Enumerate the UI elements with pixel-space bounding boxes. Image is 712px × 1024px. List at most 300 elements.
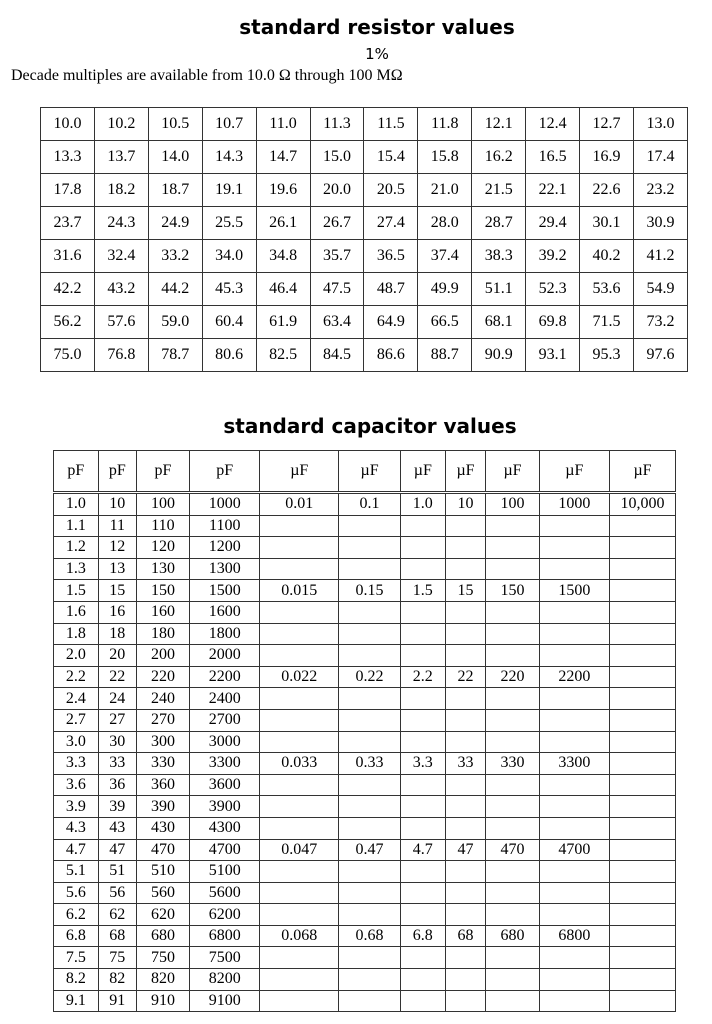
capacitor-value-cell: 4300: [190, 817, 260, 839]
resistor-row: [41, 273, 688, 306]
capacitor-value-cell: [539, 623, 609, 645]
capacitor-value-cell: 36: [98, 774, 136, 796]
resistor-value-cell: 17.8: [41, 174, 95, 207]
capacitor-value-cell: 33: [445, 753, 486, 775]
resistor-value-cell: 82.5: [256, 339, 310, 372]
resistor-value-cell: 11.8: [418, 108, 472, 141]
capacitor-value-cell: 91: [98, 990, 136, 1012]
capacitor-value-cell: 270: [136, 709, 189, 731]
capacitor-value-cell: 110: [136, 515, 189, 537]
capacitor-value-cell: 0.33: [339, 753, 401, 775]
capacitor-value-cell: [445, 688, 486, 710]
capacitor-value-cell: [260, 623, 339, 645]
capacitor-value-cell: [260, 537, 339, 559]
resistor-value-cell: 53.6: [580, 273, 634, 306]
capacitor-value-cell: 12: [98, 537, 136, 559]
resistor-value-cell: 23.7: [41, 207, 95, 240]
capacitor-unit-header: µF: [339, 451, 401, 493]
capacitor-value-cell: 2400: [190, 688, 260, 710]
capacitor-value-cell: [610, 537, 676, 559]
capacitor-value-cell: [610, 753, 676, 775]
capacitor-value-cell: 330: [136, 753, 189, 775]
capacitor-value-cell: 1.1: [54, 515, 99, 537]
capacitor-value-cell: 6.8: [400, 925, 445, 947]
capacitor-value-cell: 33: [98, 753, 136, 775]
resistor-row: [41, 108, 688, 141]
capacitor-value-cell: [260, 969, 339, 991]
capacitor-value-cell: 0.015: [260, 580, 339, 602]
resistor-value-cell: 14.0: [148, 141, 202, 174]
resistor-value-cell: 76.8: [94, 339, 148, 372]
capacitor-value-cell: [400, 537, 445, 559]
capacitor-value-cell: [610, 990, 676, 1012]
capacitor-value-cell: 10: [445, 493, 486, 516]
capacitor-value-cell: [445, 861, 486, 883]
capacitor-value-cell: 0.047: [260, 839, 339, 861]
capacitor-value-cell: 130: [136, 558, 189, 580]
capacitor-value-cell: 3.3: [400, 753, 445, 775]
resistor-value-cell: 29.4: [526, 207, 580, 240]
capacitor-value-cell: 2.4: [54, 688, 99, 710]
capacitor-title: standard capacitor values: [223, 414, 517, 438]
capacitor-value-cell: 0.47: [339, 839, 401, 861]
capacitor-value-cell: 220: [136, 666, 189, 688]
resistor-value-cell: 32.4: [94, 240, 148, 273]
capacitor-value-cell: 1.3: [54, 558, 99, 580]
capacitor-value-cell: [539, 601, 609, 623]
capacitor-value-cell: 1000: [539, 493, 609, 516]
capacitor-value-cell: [260, 882, 339, 904]
capacitor-value-cell: 820: [136, 969, 189, 991]
capacitor-value-cell: 10,000: [610, 493, 676, 516]
resistor-row: [41, 174, 688, 207]
capacitor-value-cell: 1.8: [54, 623, 99, 645]
capacitor-row: [54, 645, 676, 667]
capacitor-value-cell: 15: [445, 580, 486, 602]
capacitor-value-cell: [486, 904, 539, 926]
capacitor-value-cell: 47: [98, 839, 136, 861]
capacitor-value-cell: 2700: [190, 709, 260, 731]
resistor-value-cell: 26.1: [256, 207, 310, 240]
capacitor-value-cell: 16: [98, 601, 136, 623]
capacitor-unit-header: pF: [54, 451, 99, 493]
resistor-value-cell: 34.0: [202, 240, 256, 273]
capacitor-value-cell: [445, 969, 486, 991]
capacitor-value-cell: [339, 645, 401, 667]
capacitor-value-cell: [445, 796, 486, 818]
capacitor-value-cell: 5600: [190, 882, 260, 904]
resistor-row: [41, 339, 688, 372]
capacitor-row: [54, 515, 676, 537]
capacitor-value-cell: [610, 709, 676, 731]
capacitor-value-cell: [260, 904, 339, 926]
capacitor-value-cell: [400, 861, 445, 883]
resistor-value-cell: 14.3: [202, 141, 256, 174]
capacitor-value-cell: 3300: [190, 753, 260, 775]
capacitor-value-cell: 1.6: [54, 601, 99, 623]
capacitor-value-cell: [539, 947, 609, 969]
resistor-value-cell: 38.3: [472, 240, 526, 273]
capacitor-value-cell: [610, 839, 676, 861]
capacitor-value-cell: 62: [98, 904, 136, 926]
capacitor-value-cell: [610, 817, 676, 839]
capacitor-value-cell: 3.3: [54, 753, 99, 775]
capacitor-value-cell: [445, 990, 486, 1012]
capacitor-value-cell: [445, 558, 486, 580]
capacitor-value-cell: [400, 709, 445, 731]
capacitor-value-cell: [486, 558, 539, 580]
capacitor-value-cell: [486, 969, 539, 991]
capacitor-value-cell: [610, 580, 676, 602]
capacitor-value-cell: 3600: [190, 774, 260, 796]
capacitor-value-cell: 47: [445, 839, 486, 861]
capacitor-value-cell: [260, 515, 339, 537]
resistor-value-cell: 88.7: [418, 339, 472, 372]
capacitor-value-cell: [400, 774, 445, 796]
capacitor-unit-header: µF: [445, 451, 486, 493]
capacitor-value-cell: 15: [98, 580, 136, 602]
capacitor-value-cell: 0.22: [339, 666, 401, 688]
resistor-value-cell: 10.0: [41, 108, 95, 141]
capacitor-value-cell: 2.2: [54, 666, 99, 688]
resistor-value-cell: 31.6: [41, 240, 95, 273]
capacitor-value-cell: 6200: [190, 904, 260, 926]
capacitor-row: [54, 882, 676, 904]
capacitor-value-cell: 470: [136, 839, 189, 861]
capacitor-value-cell: 330: [486, 753, 539, 775]
resistor-value-cell: 24.3: [94, 207, 148, 240]
capacitor-value-cell: 0.1: [339, 493, 401, 516]
capacitor-value-cell: 1.0: [400, 493, 445, 516]
resistor-value-cell: 75.0: [41, 339, 95, 372]
capacitor-value-cell: [610, 558, 676, 580]
capacitor-value-cell: [539, 558, 609, 580]
capacitor-value-cell: [339, 817, 401, 839]
capacitor-value-cell: 3900: [190, 796, 260, 818]
capacitor-value-cell: [610, 904, 676, 926]
resistor-value-cell: 69.8: [526, 306, 580, 339]
capacitor-value-cell: [486, 796, 539, 818]
capacitor-value-cell: [445, 817, 486, 839]
capacitor-value-cell: [539, 969, 609, 991]
capacitor-value-cell: [539, 990, 609, 1012]
resistor-value-cell: 97.6: [633, 339, 687, 372]
capacitor-value-cell: [339, 709, 401, 731]
capacitor-value-cell: 8.2: [54, 969, 99, 991]
capacitor-row: [54, 601, 676, 623]
capacitor-value-cell: [539, 882, 609, 904]
resistor-value-cell: 16.2: [472, 141, 526, 174]
capacitor-value-cell: 27: [98, 709, 136, 731]
capacitor-value-cell: 160: [136, 601, 189, 623]
capacitor-value-cell: [400, 969, 445, 991]
capacitor-value-cell: 6.8: [54, 925, 99, 947]
capacitor-value-cell: [610, 731, 676, 753]
capacitor-row: [54, 493, 676, 516]
resistor-value-cell: 24.9: [148, 207, 202, 240]
capacitor-value-cell: [400, 601, 445, 623]
resistor-value-cell: 20.0: [310, 174, 364, 207]
resistor-value-cell: 12.7: [580, 108, 634, 141]
capacitor-value-cell: 1200: [190, 537, 260, 559]
capacitor-value-cell: 620: [136, 904, 189, 926]
capacitor-value-cell: [445, 537, 486, 559]
resistor-value-cell: 15.8: [418, 141, 472, 174]
capacitor-unit-header: µF: [260, 451, 339, 493]
capacitor-value-cell: 7.5: [54, 947, 99, 969]
capacitor-value-cell: 5100: [190, 861, 260, 883]
capacitor-value-cell: 9100: [190, 990, 260, 1012]
capacitor-value-cell: 750: [136, 947, 189, 969]
capacitor-value-cell: [400, 558, 445, 580]
resistor-value-cell: 64.9: [364, 306, 418, 339]
resistor-value-cell: 30.1: [580, 207, 634, 240]
capacitor-value-cell: [400, 623, 445, 645]
capacitor-value-cell: 470: [486, 839, 539, 861]
capacitor-value-cell: 5.6: [54, 882, 99, 904]
capacitor-value-cell: [610, 925, 676, 947]
resistor-value-cell: 13.3: [41, 141, 95, 174]
resistor-value-cell: 25.5: [202, 207, 256, 240]
resistor-value-cell: 18.7: [148, 174, 202, 207]
capacitor-value-cell: [260, 601, 339, 623]
capacitor-value-cell: [260, 774, 339, 796]
capacitor-value-cell: [339, 623, 401, 645]
capacitor-value-cell: 510: [136, 861, 189, 883]
capacitor-value-cell: 39: [98, 796, 136, 818]
capacitor-value-cell: 0.01: [260, 493, 339, 516]
resistor-value-cell: 13.0: [633, 108, 687, 141]
capacitor-value-cell: [445, 904, 486, 926]
capacitor-value-cell: [339, 731, 401, 753]
capacitor-value-cell: 680: [136, 925, 189, 947]
capacitor-row: [54, 904, 676, 926]
resistor-value-cell: 47.5: [310, 273, 364, 306]
resistor-title: standard resistor values: [239, 15, 515, 39]
capacitor-value-cell: 6800: [190, 925, 260, 947]
capacitor-value-cell: [486, 601, 539, 623]
resistor-value-cell: 11.5: [364, 108, 418, 141]
capacitor-value-cell: 680: [486, 925, 539, 947]
capacitor-value-cell: 1.5: [54, 580, 99, 602]
capacitor-value-cell: [539, 817, 609, 839]
capacitor-value-cell: [539, 904, 609, 926]
capacitor-value-cell: [539, 731, 609, 753]
capacitor-value-cell: [539, 774, 609, 796]
resistor-value-cell: 12.1: [472, 108, 526, 141]
capacitor-unit-header: pF: [136, 451, 189, 493]
capacitor-value-cell: [260, 688, 339, 710]
capacitor-value-cell: 2200: [190, 666, 260, 688]
resistor-value-cell: 56.2: [41, 306, 95, 339]
capacitor-value-cell: [486, 817, 539, 839]
resistor-value-cell: 28.0: [418, 207, 472, 240]
capacitor-value-cell: 1.2: [54, 537, 99, 559]
capacitor-value-cell: 2000: [190, 645, 260, 667]
capacitor-value-cell: 51: [98, 861, 136, 883]
resistor-value-cell: 46.4: [256, 273, 310, 306]
resistor-value-cell: 19.1: [202, 174, 256, 207]
resistor-value-cell: 15.0: [310, 141, 364, 174]
capacitor-value-cell: [339, 947, 401, 969]
capacitor-row: [54, 580, 676, 602]
capacitor-unit-header: µF: [539, 451, 609, 493]
capacitor-row: [54, 774, 676, 796]
capacitor-row: [54, 839, 676, 861]
capacitor-row: [54, 666, 676, 688]
capacitor-value-cell: 4700: [190, 839, 260, 861]
capacitor-value-cell: 22: [98, 666, 136, 688]
resistor-value-cell: 51.1: [472, 273, 526, 306]
capacitor-row: [54, 558, 676, 580]
capacitor-value-cell: [539, 796, 609, 818]
capacitor-value-cell: 9.1: [54, 990, 99, 1012]
capacitor-value-cell: [400, 645, 445, 667]
capacitor-value-cell: [339, 796, 401, 818]
resistor-value-cell: 35.7: [310, 240, 364, 273]
resistor-value-cell: 34.8: [256, 240, 310, 273]
capacitor-value-cell: 2.0: [54, 645, 99, 667]
capacitor-value-cell: [445, 882, 486, 904]
resistor-value-cell: 27.4: [364, 207, 418, 240]
capacitor-value-cell: 30: [98, 731, 136, 753]
capacitor-value-cell: [610, 515, 676, 537]
capacitor-value-cell: [445, 709, 486, 731]
capacitor-value-cell: [486, 688, 539, 710]
resistor-row: [41, 141, 688, 174]
capacitor-row: [54, 861, 676, 883]
capacitor-value-cell: [339, 861, 401, 883]
capacitor-row: [54, 709, 676, 731]
capacitor-value-cell: 300: [136, 731, 189, 753]
capacitor-value-cell: [445, 731, 486, 753]
capacitor-value-cell: [339, 688, 401, 710]
capacitor-row: [54, 623, 676, 645]
capacitor-value-cell: 1000: [190, 493, 260, 516]
capacitor-value-cell: [610, 623, 676, 645]
resistor-value-cell: 26.7: [310, 207, 364, 240]
resistor-value-cell: 73.2: [633, 306, 687, 339]
capacitor-value-cell: [339, 601, 401, 623]
capacitor-row: [54, 731, 676, 753]
capacitor-value-cell: 910: [136, 990, 189, 1012]
capacitor-value-cell: 3.0: [54, 731, 99, 753]
capacitor-value-cell: [539, 537, 609, 559]
capacitor-value-cell: [539, 515, 609, 537]
capacitor-value-cell: 1600: [190, 601, 260, 623]
capacitor-value-cell: [400, 515, 445, 537]
capacitor-value-cell: [260, 731, 339, 753]
capacitor-value-cell: 100: [136, 493, 189, 516]
capacitor-value-cell: [445, 947, 486, 969]
capacitor-value-cell: [486, 709, 539, 731]
capacitor-value-cell: [486, 623, 539, 645]
resistor-row: [41, 306, 688, 339]
capacitor-value-cell: 10: [98, 493, 136, 516]
capacitor-value-cell: 22: [445, 666, 486, 688]
capacitor-value-cell: 24: [98, 688, 136, 710]
capacitor-value-cell: 68: [98, 925, 136, 947]
capacitor-value-cell: [486, 947, 539, 969]
capacitor-value-cell: [610, 796, 676, 818]
capacitor-value-cell: [610, 666, 676, 688]
capacitor-value-cell: 100: [486, 493, 539, 516]
resistor-value-cell: 42.2: [41, 273, 95, 306]
capacitor-value-cell: 0.068: [260, 925, 339, 947]
capacitor-value-cell: 220: [486, 666, 539, 688]
capacitor-value-cell: [445, 645, 486, 667]
capacitor-value-cell: [260, 861, 339, 883]
resistor-value-cell: 30.9: [633, 207, 687, 240]
capacitor-value-cell: [260, 947, 339, 969]
capacitor-value-cell: [400, 688, 445, 710]
capacitor-value-cell: [610, 969, 676, 991]
resistor-value-cell: 16.9: [580, 141, 634, 174]
resistor-value-cell: 11.0: [256, 108, 310, 141]
capacitor-value-cell: [339, 904, 401, 926]
resistor-value-cell: 68.1: [472, 306, 526, 339]
capacitor-value-cell: [400, 882, 445, 904]
capacitor-value-cell: 68: [445, 925, 486, 947]
resistor-value-cell: 54.9: [633, 273, 687, 306]
resistor-value-cell: 49.9: [418, 273, 472, 306]
capacitor-value-cell: [260, 796, 339, 818]
capacitor-value-cell: [486, 861, 539, 883]
resistor-value-cell: 23.2: [633, 174, 687, 207]
capacitor-value-cell: 20: [98, 645, 136, 667]
capacitor-value-cell: 3300: [539, 753, 609, 775]
resistor-value-cell: 60.4: [202, 306, 256, 339]
resistor-row: [41, 207, 688, 240]
resistor-value-cell: 61.9: [256, 306, 310, 339]
capacitor-value-cell: [610, 882, 676, 904]
capacitor-value-cell: [610, 688, 676, 710]
capacitor-value-cell: 390: [136, 796, 189, 818]
capacitor-value-cell: 4.7: [54, 839, 99, 861]
capacitor-value-cell: 6.2: [54, 904, 99, 926]
capacitor-value-cell: [260, 817, 339, 839]
capacitor-value-cell: [610, 947, 676, 969]
resistor-value-cell: 22.6: [580, 174, 634, 207]
capacitor-value-cell: [260, 990, 339, 1012]
capacitor-value-cell: [445, 515, 486, 537]
capacitor-value-cell: 82: [98, 969, 136, 991]
resistor-value-cell: 15.4: [364, 141, 418, 174]
resistor-values-table: [40, 107, 688, 372]
capacitor-value-cell: [610, 861, 676, 883]
capacitor-value-cell: [339, 558, 401, 580]
capacitor-value-cell: [260, 558, 339, 580]
capacitor-unit-header: pF: [98, 451, 136, 493]
capacitor-value-cell: 43: [98, 817, 136, 839]
capacitor-value-cell: 3.6: [54, 774, 99, 796]
capacitor-value-cell: [339, 515, 401, 537]
capacitor-value-cell: 5.1: [54, 861, 99, 883]
capacitor-value-cell: 430: [136, 817, 189, 839]
resistor-value-cell: 14.7: [256, 141, 310, 174]
resistor-value-cell: 36.5: [364, 240, 418, 273]
resistor-value-cell: 59.0: [148, 306, 202, 339]
capacitor-value-cell: 3.9: [54, 796, 99, 818]
capacitor-value-cell: [486, 515, 539, 537]
capacitor-value-cell: [539, 861, 609, 883]
capacitor-unit-header: µF: [610, 451, 676, 493]
resistor-value-cell: 33.2: [148, 240, 202, 273]
capacitor-value-cell: 56: [98, 882, 136, 904]
capacitor-value-cell: 2.2: [400, 666, 445, 688]
capacitor-value-cell: 4.7: [400, 839, 445, 861]
resistor-value-cell: 10.2: [94, 108, 148, 141]
